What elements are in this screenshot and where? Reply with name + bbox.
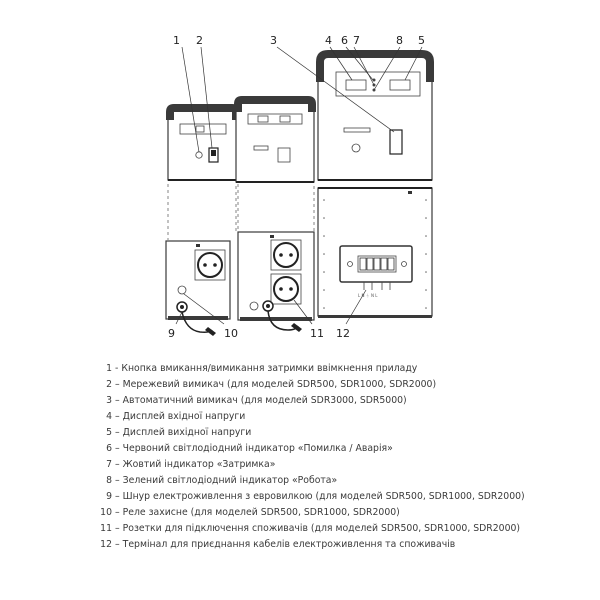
legend-item: 11 – Розетки для підключення споживачів (для моделей SDR500, SDR1000, SDR2000) bbox=[0, 521, 600, 537]
legend-text: Автоматичний вимикач (для моделей SDR3000, SDR5000) bbox=[122, 395, 407, 406]
legend-item: 1 - Кнопка вмикання/вимикання затримки ввімкнення приладу bbox=[0, 361, 600, 377]
legend-num: 10 bbox=[100, 507, 112, 518]
legend-item: 4 – Дисплей вхідної напруги bbox=[0, 409, 600, 425]
legend-num: 7 bbox=[106, 459, 112, 470]
callout-2: 2 bbox=[196, 34, 203, 47]
legend-item: 12 – Термінал для приєднання кабелів електроживлення та споживачів bbox=[0, 537, 600, 553]
legend-text: Шнур електроживлення з евровилкою (для моделей SDR500, SDR1000, SDR2000) bbox=[122, 491, 525, 502]
legend-num: 5 bbox=[106, 427, 112, 438]
legend-num: 3 bbox=[106, 395, 112, 406]
callout-9: 9 bbox=[168, 327, 175, 340]
callout-10: 10 bbox=[224, 327, 238, 340]
callout-11: 11 bbox=[310, 327, 324, 340]
legend-text: Термінал для приєднання кабелів електроживлення та споживачів bbox=[122, 539, 456, 550]
legend-text: Дисплей вхідної напруги bbox=[122, 411, 246, 422]
legend-num: 1 bbox=[106, 363, 112, 374]
socket-2[interactable] bbox=[274, 277, 298, 301]
callout-3: 3 bbox=[270, 34, 277, 47]
legend-item: 3 – Автоматичний вимикач (для моделей SDR3000, SDR5000) bbox=[0, 393, 600, 409]
legend-item: 9 – Шнур електроживлення з евровилкою (для моделей SDR500, SDR1000, SDR2000) bbox=[0, 489, 600, 505]
unit-large-rear bbox=[318, 188, 432, 318]
legend-text: Жовтий індикатор «Затримка» bbox=[122, 459, 276, 470]
legend-num: 6 bbox=[106, 443, 112, 454]
unit-medium-front bbox=[234, 96, 316, 182]
legend-text: Червоний світлодіодний індикатор «Помилка / Аварія» bbox=[122, 443, 393, 454]
unit-small-rear bbox=[166, 241, 230, 336]
legend-num: 8 bbox=[106, 475, 112, 486]
legend-text: Розетки для підключення споживачів (для моделей SDR500, SDR1000, SDR2000) bbox=[122, 523, 521, 534]
legend-num: 4 bbox=[106, 411, 112, 422]
output-socket[interactable] bbox=[198, 253, 222, 277]
callout-8: 8 bbox=[396, 34, 403, 47]
unit-small-front bbox=[166, 104, 240, 180]
legend-text: Кнопка вмикання/вимикання затримки ввімкнення приладу bbox=[121, 363, 418, 374]
legend-list bbox=[0, 361, 600, 553]
legend-text: Зелений світлодіодний індикатор «Робота» bbox=[122, 475, 338, 486]
socket-1[interactable] bbox=[274, 243, 298, 267]
unit-medium-rear bbox=[238, 232, 314, 332]
callout-6: 6 bbox=[341, 34, 348, 47]
legend-item: 2 – Мережевий вимикач (для моделей SDR500, SDR1000, SDR2000) bbox=[0, 377, 600, 393]
legend-num: 12 bbox=[100, 539, 112, 550]
legend-item: 5 – Дисплей вихідної напруги bbox=[0, 425, 600, 441]
legend-num: 9 bbox=[106, 491, 112, 502]
legend-num: 2 bbox=[106, 379, 112, 390]
callout-5: 5 bbox=[418, 34, 425, 47]
callout-7: 7 bbox=[353, 34, 360, 47]
legend-text: Мережевий вимикач (для моделей SDR500, SDR1000, SDR2000) bbox=[122, 379, 437, 390]
legend-text: Дисплей вихідної напруги bbox=[122, 427, 252, 438]
callout-1: 1 bbox=[173, 34, 180, 47]
legend-item: 6 – Червоний світлодіодний індикатор «Помилка / Аварія» bbox=[0, 441, 600, 457]
legend-num: 11 bbox=[100, 523, 112, 534]
auto-breaker[interactable] bbox=[390, 130, 402, 154]
unit-large-front bbox=[316, 50, 434, 180]
svg-text:L N ⏚ N L: L N ⏚ N L bbox=[358, 293, 378, 298]
callout-4: 4 bbox=[325, 34, 332, 47]
legend-item: 10 – Реле захисне (для моделей SDR500, SDR1000, SDR2000) bbox=[0, 505, 600, 521]
legend-item: 7 – Жовтий індикатор «Затримка» bbox=[0, 457, 600, 473]
legend-item: 8 – Зелений світлодіодний індикатор «Робота» bbox=[0, 473, 600, 489]
callout-12: 12 bbox=[336, 327, 350, 340]
legend-text: Реле захисне (для моделей SDR500, SDR1000, SDR2000) bbox=[122, 507, 400, 518]
